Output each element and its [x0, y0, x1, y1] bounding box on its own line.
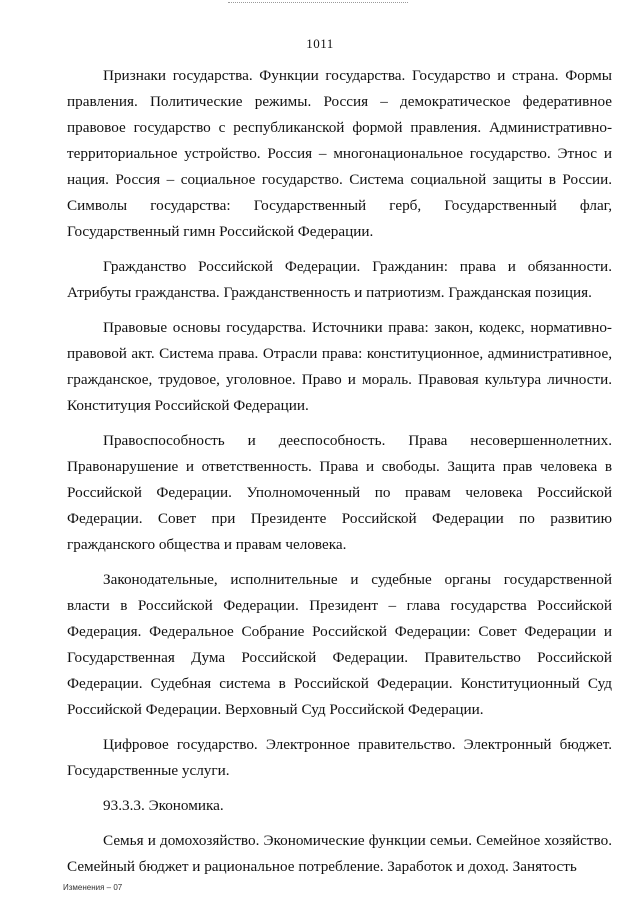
paragraph-state-features: Признаки государства. Функции государства. Государство и страна. Формы правления. Политические режимы. Россия – демократическое федеративное правовое государство с республиканской формой правления. Административно-территориальное устройство. Россия – многонациональное государство. Этнос и нация. Россия – социальное государство. Система социальной защиты в России. Символы государства: Государственный герб, Государственный флаг, Государственный гимн Российской Федерации. — [67, 67, 612, 240]
paragraph-legal-foundations: Правовые основы государства. Источники права: закон, кодекс, нормативно-правовой акт. Система права. Отрасли права: конституционное, административное, гражданское, трудовое, уголовное. Право и мораль. Правовая культура личности. Конституция Российской Федерации. — [67, 319, 612, 414]
paragraph-citizenship: Гражданство Российской Федерации. Гражданин: права и обязанности. Атрибуты гражданства. Гражданственность и патриотизм. Гражданская позиция. — [67, 258, 612, 301]
footer-revision-note: Изменения – 07 — [63, 883, 123, 892]
document-body — [67, 63, 612, 880]
scan-top-rule — [228, 2, 408, 3]
section-heading-economics: 93.3.3. Экономика. — [103, 797, 224, 814]
page-number: 1011 — [306, 36, 334, 51]
paragraph-digital-state: Цифровое государство. Электронное правительство. Электронный бюджет. Государственные услуги. — [67, 736, 612, 779]
paragraph-family-economics: Семья и домохозяйство. Экономические функции семьи. Семейное хозяйство. Семейный бюджет и рациональное потребление. Заработок и доход. Занятость — [67, 832, 612, 875]
paragraph-government-bodies: Законодательные, исполнительные и судебные органы государственной власти в Российской Федерации. Президент – глава государства Российской Федерация. Федеральное Собрание Российской Федерации: Совет Федерации и Государственная Дума Российской Федерации. Правительство Российской Федерации. Судебная система в Российской Федерации. Конституционный Суд Российской Федерации. Верховный Суд Российской Федерации. — [67, 571, 612, 718]
paragraph-legal-capacity: Правоспособность и дееспособность. Права несовершеннолетних. Правонарушение и ответственность. Права и свободы. Защита прав человека в Российской Федерации. Уполномоченный по правам человека Российской Федерации. Совет при Президенте Российской Федерации по развитию гражданского общества и правам человека. — [67, 432, 612, 553]
